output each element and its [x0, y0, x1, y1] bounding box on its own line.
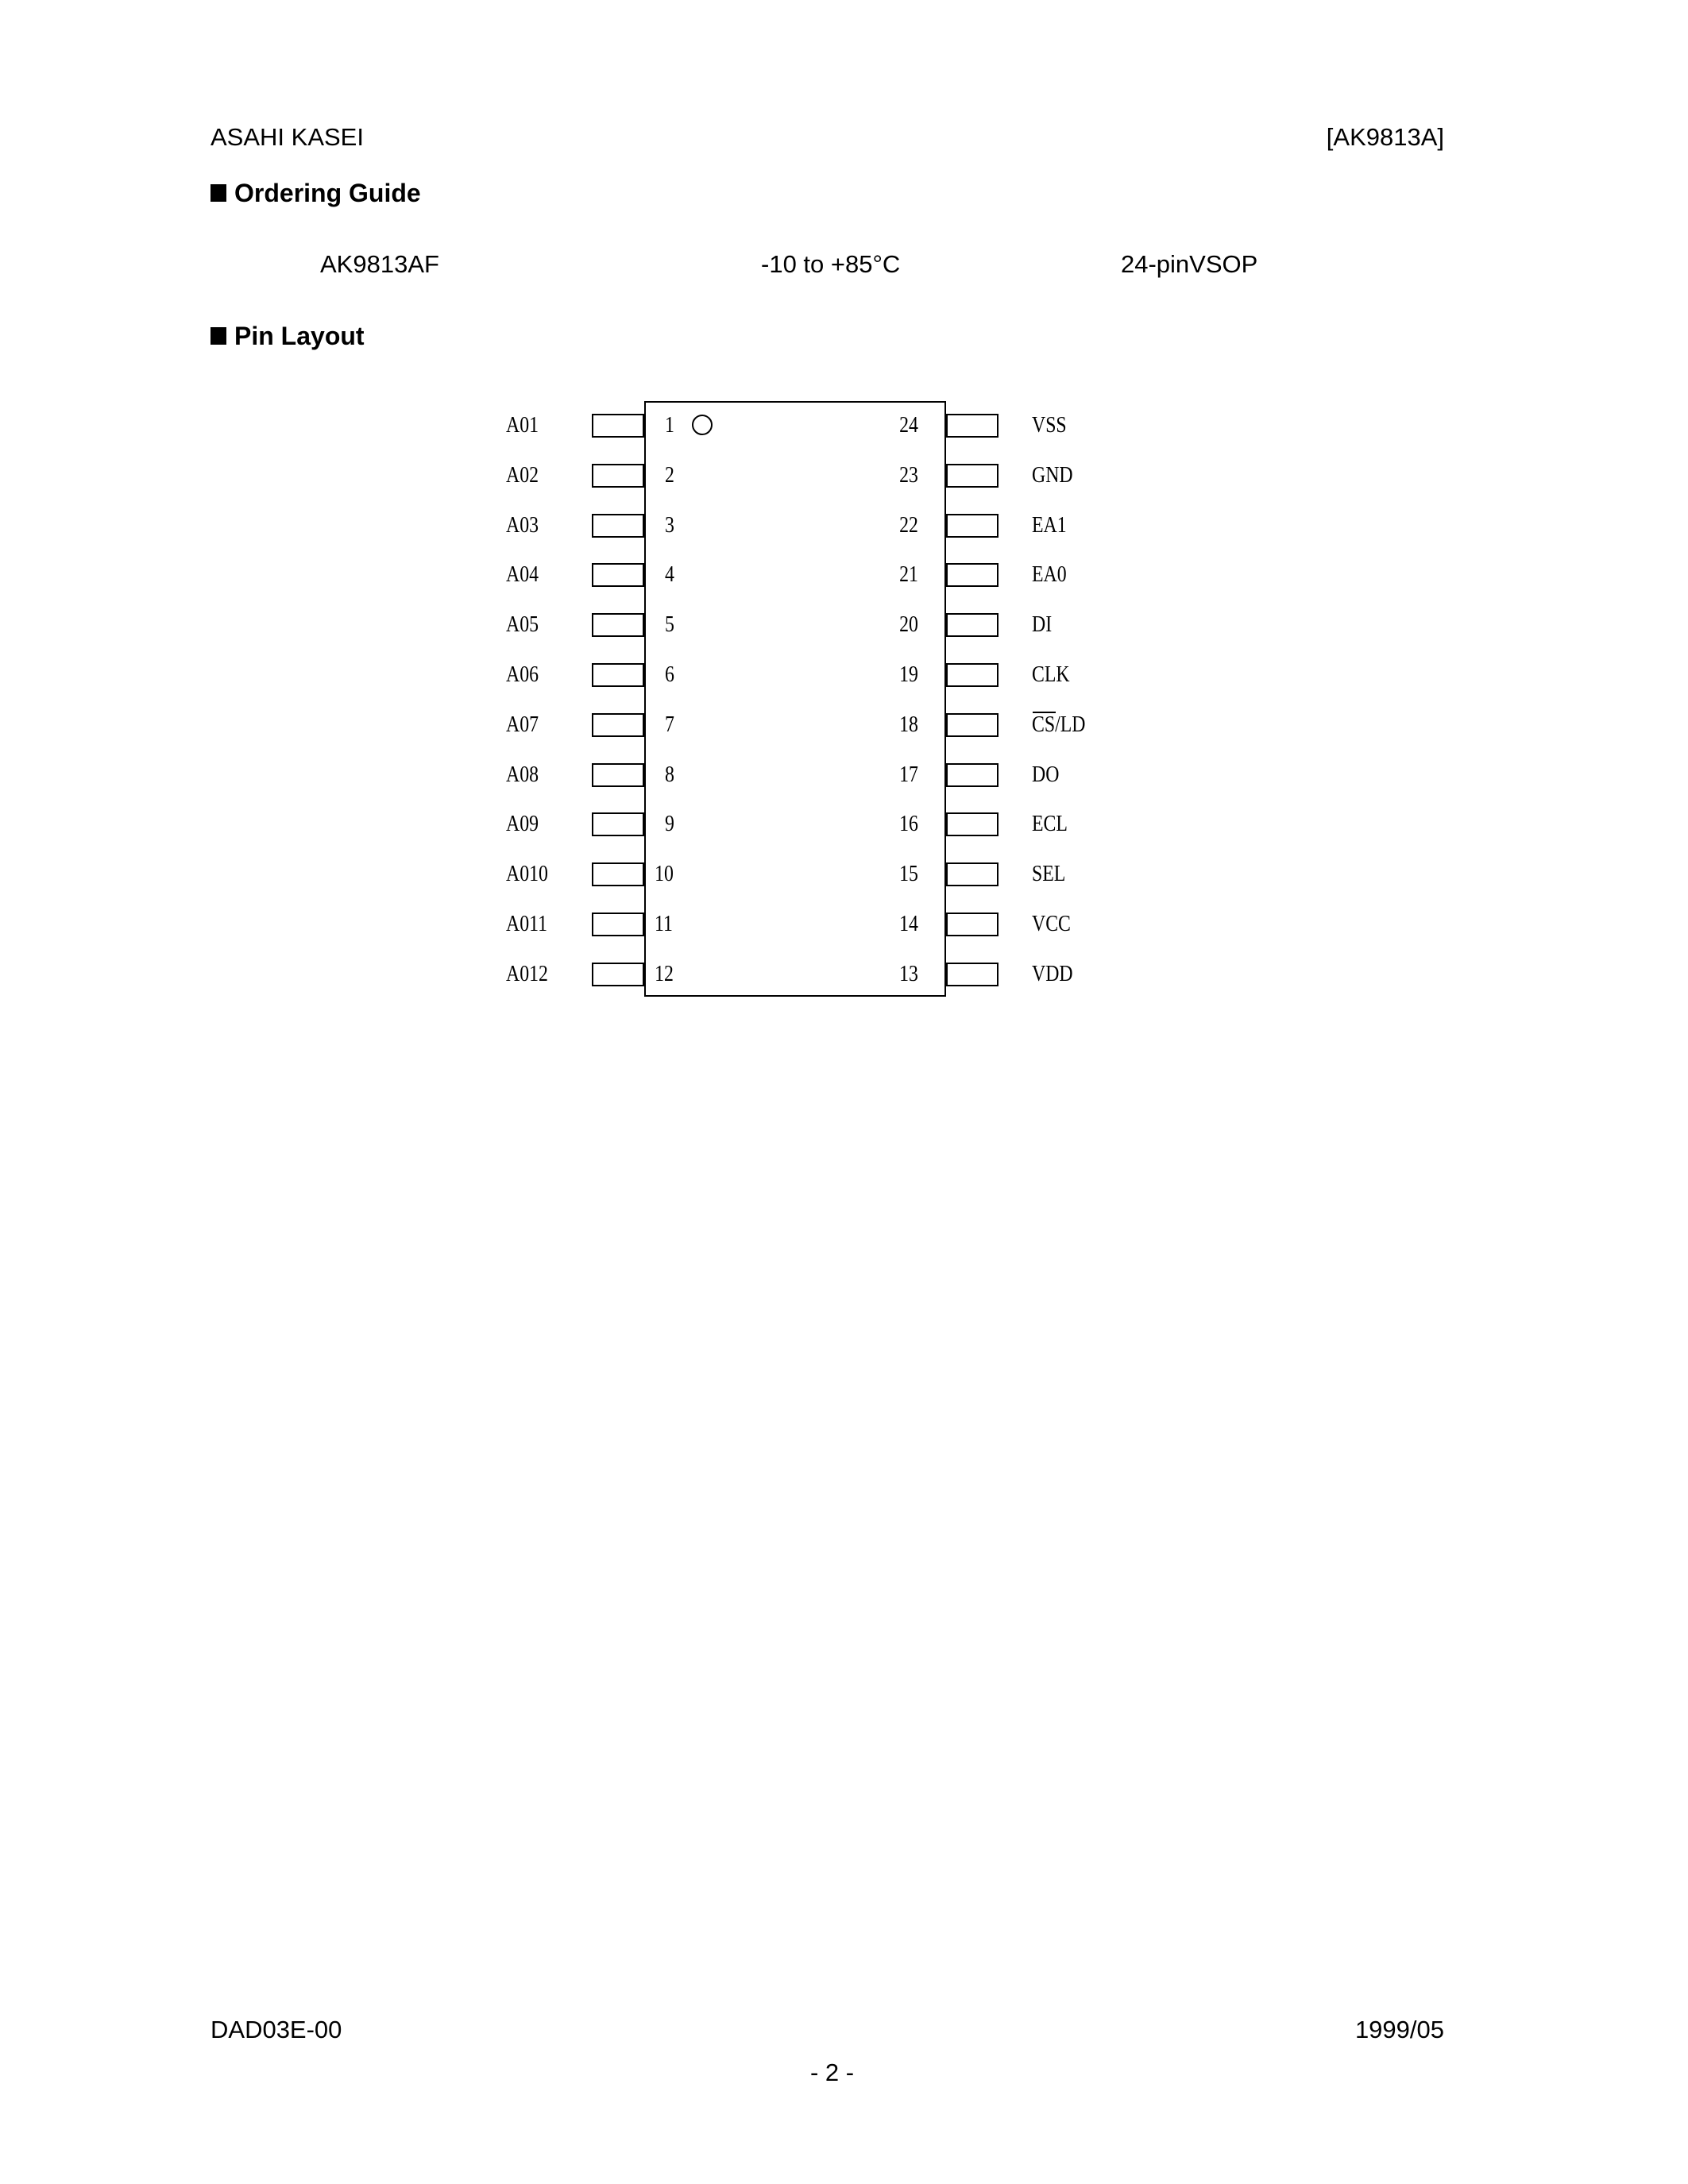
pin-number: 19: [899, 662, 918, 687]
pin-layout-title: Pin Layout: [234, 322, 365, 350]
pin-label: DI: [1032, 612, 1053, 638]
pin-label: A09: [506, 812, 539, 837]
pin-number: 9: [665, 812, 674, 837]
pin-label: GND: [1032, 462, 1073, 488]
pin-lead: [946, 713, 999, 737]
pin-number: 16: [899, 812, 918, 837]
pin-number: 4: [665, 562, 674, 588]
pin-number: 23: [899, 462, 918, 488]
pin-number: 6: [665, 662, 674, 687]
footer-date: 1999/05: [1354, 2016, 1444, 2043]
pin-number: 10: [655, 862, 674, 887]
pin-number: 5: [665, 612, 674, 638]
pin-lead: [592, 913, 644, 936]
pin-number: 14: [899, 912, 918, 936]
pin-label: EA1: [1032, 512, 1067, 538]
pin-number: 12: [655, 961, 674, 986]
chip-body: [644, 401, 946, 997]
pin-label: A01: [506, 413, 539, 438]
pin-label: A010: [506, 862, 548, 887]
pin-label-overline: [1033, 712, 1056, 713]
pin-label: VSS: [1032, 413, 1067, 438]
pin-lead: [946, 913, 999, 936]
pin-label: VCC: [1032, 912, 1071, 936]
ordering-package: 24-pinVSOP: [1121, 250, 1258, 278]
pin-label: CS/LD: [1032, 712, 1086, 737]
pin-number: 20: [899, 612, 918, 638]
pin-label: SEL: [1032, 862, 1066, 887]
pin-label: A05: [506, 612, 539, 638]
pin-label: EA0: [1032, 562, 1067, 588]
pin-label: A012: [506, 961, 548, 986]
pin-lead: [592, 464, 644, 488]
footer-doc-id: DAD03E-00: [211, 2016, 342, 2043]
pin-number: 22: [899, 512, 918, 538]
pin-number: 15: [899, 862, 918, 887]
ordering-guide-heading: [211, 180, 421, 206]
pin-lead: [592, 963, 644, 986]
ordering-temperature: -10 to +85°C: [761, 250, 901, 278]
pin-number: 11: [655, 912, 673, 936]
pin-number: 7: [665, 712, 674, 737]
pin-number: 17: [899, 762, 918, 787]
pin-number: 3: [665, 512, 674, 538]
page-number: - 2 -: [810, 2059, 855, 2086]
pin-number: 1: [665, 413, 674, 438]
pin-lead: [946, 963, 999, 986]
pin-lead: [592, 563, 644, 587]
pin-lead: [592, 663, 644, 687]
pin-label: A06: [506, 662, 539, 687]
pin-lead: [946, 763, 999, 787]
pin-label: CLK: [1032, 662, 1070, 687]
ordering-part-number: AK9813AF: [320, 250, 439, 278]
pin-lead: [946, 563, 999, 587]
bullet-square-icon: [211, 327, 226, 345]
part-header: [AK9813A]: [1326, 123, 1444, 151]
pin-label: A08: [506, 762, 539, 787]
pin-label: A03: [506, 512, 539, 538]
pin-lead: [592, 514, 644, 538]
pin-lead: [946, 613, 999, 637]
pin-lead: [946, 812, 999, 836]
pin-lead: [592, 862, 644, 886]
pin-label: ECL: [1032, 812, 1068, 837]
pin-layout-heading: [211, 323, 365, 349]
pin-number: 8: [665, 762, 674, 787]
pin-label: DO: [1032, 762, 1060, 787]
pin-number: 21: [899, 562, 918, 588]
pin-number: 2: [665, 462, 674, 488]
pin-lead: [946, 862, 999, 886]
bullet-square-icon: [211, 184, 226, 202]
pin-lead: [946, 514, 999, 538]
pin-label: A02: [506, 462, 539, 488]
pin-number: 18: [899, 712, 918, 737]
pin-lead: [592, 613, 644, 637]
pin-label: A011: [506, 912, 548, 936]
pin-label: VDD: [1032, 961, 1073, 986]
pin1-marker-icon: [692, 415, 713, 435]
company-name: ASAHI KASEI: [211, 123, 364, 151]
pin-lead: [946, 464, 999, 488]
pin-lead: [946, 663, 999, 687]
pin-lead: [592, 763, 644, 787]
pin-lead: [592, 414, 644, 438]
ordering-guide-title: Ordering Guide: [234, 179, 421, 207]
pin-number: 13: [899, 961, 918, 986]
pin-number: 24: [899, 413, 918, 438]
pin-lead: [946, 414, 999, 438]
pin-label: A04: [506, 562, 539, 588]
pin-lead: [592, 713, 644, 737]
pin-lead: [592, 812, 644, 836]
pin-label: A07: [506, 712, 539, 737]
